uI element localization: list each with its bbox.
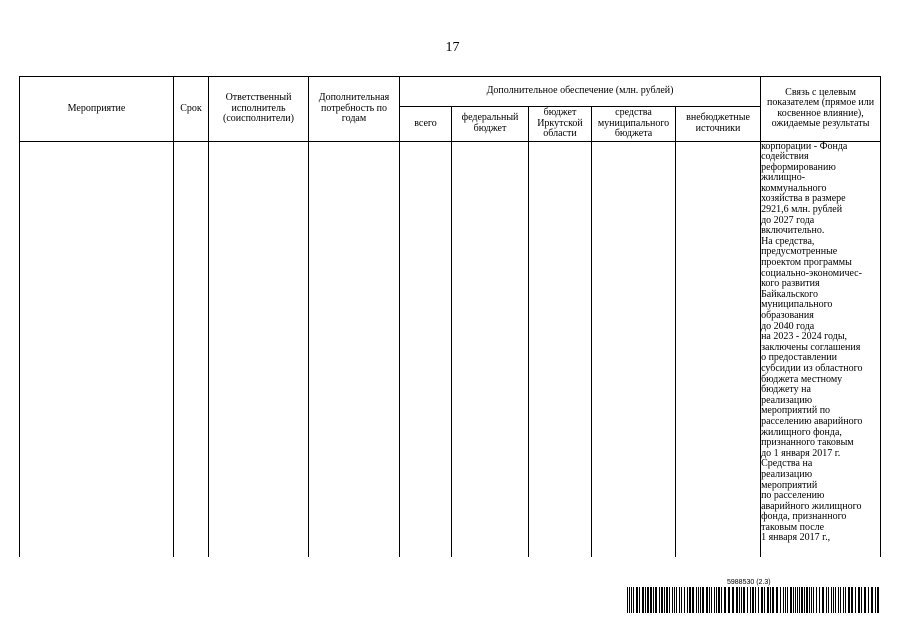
barcode-label: 5988530 (2.3) <box>727 579 771 586</box>
barcode-icon <box>627 587 881 613</box>
cell-additional-need <box>309 141 400 557</box>
col-header-funding-group: Дополнительное обеспечение (млн. рублей) <box>400 77 761 107</box>
plan-table <box>19 76 881 557</box>
col-header-federal: федеральный бюджет <box>452 107 529 142</box>
cell-responsible <box>209 141 309 557</box>
cell-regional <box>529 141 592 557</box>
cell-term <box>174 141 209 557</box>
col-header-results: Связь с целевым показателем (прямое или косвенное влияние), ожидаемые результаты <box>761 77 881 142</box>
col-header-responsible: Ответственный исполнитель (соисполнители) <box>209 77 309 142</box>
cell-extrabudget <box>676 141 761 557</box>
page-number: 17 <box>445 40 460 55</box>
cell-municipal <box>592 141 676 557</box>
col-header-municipal: средства муниципального бюджета <box>592 107 676 142</box>
barcode <box>627 579 881 615</box>
col-header-extrabudget: внебюджетные источники <box>676 107 761 142</box>
cell-federal <box>452 141 529 557</box>
table-row <box>20 141 881 557</box>
cell-total <box>400 141 452 557</box>
cell-activity <box>20 141 174 557</box>
col-header-activity: Мероприятие <box>20 77 174 142</box>
col-header-total: всего <box>400 107 452 142</box>
col-header-term: Срок <box>174 77 209 142</box>
col-header-regional: бюджет Иркутской области <box>529 107 592 142</box>
cell-results <box>761 141 881 557</box>
col-header-additional-need: Дополнительная потребность по годам <box>309 77 400 142</box>
results-text: корпорации - Фонда содействия реформированию жилищно- коммунального хозяйства в размере 2921,6 млн. рублей до 2027 года включительно. На средства, предусмотренные проектом программы социально-экономичес- кого развития Байкальского муниципального образования до 2040 года на 2023 - 2024 годы, заключены соглашения о предоставлении субсидии из областного бюджета местному бюджету на реализацию мероприятий по расселению аварийного жилищного фонда, признанного таковым до 1 января 2017 г. Средства на реализацию мероприятий по расселению аварийного жилищного фонда, признанного таковым после 1 января 2017 г., <box>761 140 863 544</box>
